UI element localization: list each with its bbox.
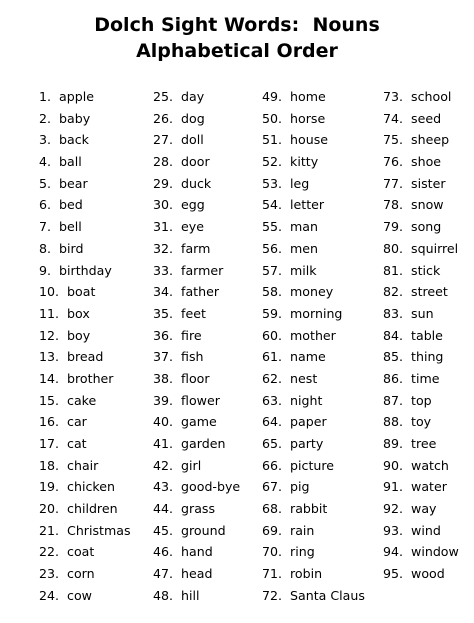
word-item: 86. time <box>383 370 440 386</box>
word-item: 68. rabbit <box>262 501 328 517</box>
word-item: 65. party <box>262 436 324 451</box>
word-item: 48. hill <box>153 587 200 603</box>
word-item: 47. head <box>153 566 213 582</box>
word-item: 53. leg <box>262 175 310 191</box>
word-item: 46. hand <box>153 544 213 560</box>
word-item: 49. home <box>262 89 326 104</box>
word-item: 35. feet <box>153 305 206 321</box>
page-subtitle: Alphabetical Order <box>136 40 338 62</box>
word-item: 40. game <box>153 414 217 430</box>
word-item: 38. floor <box>153 370 210 386</box>
word-item: 27. doll <box>153 132 204 148</box>
word-item: 58. money <box>262 284 334 300</box>
word-item: 8. bird <box>39 240 84 256</box>
word-item: 20. children <box>39 501 118 517</box>
word-item: 70. ring <box>262 544 315 560</box>
word-item: 93. wind <box>383 522 441 538</box>
word-item: 56. men <box>262 240 319 256</box>
word-item: 23. corn <box>39 566 95 582</box>
word-item: 59. morning <box>262 305 343 321</box>
word-item: 37. fish <box>153 349 204 365</box>
word-item: 1. apple <box>39 89 94 104</box>
word-item: 44. grass <box>153 501 216 517</box>
word-item: 85. thing <box>383 349 444 365</box>
word-column-4 <box>383 86 459 585</box>
word-item: 92. way <box>383 501 437 517</box>
word-item: 3. back <box>39 132 89 148</box>
word-item: 77. sister <box>383 175 446 191</box>
word-item: 62. nest <box>262 370 318 386</box>
word-item: 19. chicken <box>39 479 115 495</box>
word-item: 13. bread <box>39 349 104 365</box>
word-item: 94. window <box>383 544 459 560</box>
word-item: 74. seed <box>383 110 442 126</box>
word-item: 69. rain <box>262 522 315 538</box>
word-item: 29. duck <box>153 175 212 191</box>
word-item: 22. coat <box>39 544 95 560</box>
word-item: 60. mother <box>262 327 336 343</box>
word-item: 28. door <box>153 154 210 170</box>
word-item: 75. sheep <box>383 132 450 148</box>
word-item: 32. farm <box>153 240 211 256</box>
word-item: 54. letter <box>262 197 325 213</box>
word-item: 78. snow <box>383 197 444 213</box>
word-item: 39. flower <box>153 392 220 408</box>
word-item: 88. toy <box>383 414 432 430</box>
word-item: 95. wood <box>383 566 445 582</box>
word-item: 73. school <box>383 89 452 104</box>
word-item: 16. car <box>39 414 87 430</box>
word-item: 83. sun <box>383 305 434 321</box>
word-item: 72. Santa Claus <box>262 587 365 603</box>
word-item: 90. watch <box>383 457 449 473</box>
word-item: 91. water <box>383 479 447 495</box>
word-item: 82. street <box>383 284 448 300</box>
word-item: 12. boy <box>39 327 91 343</box>
word-item: 14. brother <box>39 370 114 386</box>
word-column-2 <box>153 86 240 607</box>
word-item: 71. robin <box>262 566 323 582</box>
word-item: 26. dog <box>153 110 205 126</box>
word-item: 21. Christmas <box>39 522 131 538</box>
word-item: 36. fire <box>153 327 202 343</box>
word-item: 55. man <box>262 219 319 235</box>
word-item: 2. baby <box>39 110 91 126</box>
word-item: 15. cake <box>39 392 97 408</box>
word-item: 50. horse <box>262 110 326 126</box>
word-item: 4. ball <box>39 154 82 170</box>
word-item: 87. top <box>383 392 432 408</box>
word-item: 18. chair <box>39 457 99 473</box>
word-item: 9. birthday <box>39 262 112 278</box>
word-item: 67. pig <box>262 479 310 495</box>
word-item: 61. name <box>262 349 326 365</box>
word-item: 7. bell <box>39 219 82 235</box>
word-item: 25. day <box>153 89 205 104</box>
word-item: 24. cow <box>39 587 92 603</box>
word-item: 45. ground <box>153 522 226 538</box>
word-item: 33. farmer <box>153 262 224 278</box>
word-item: 30. egg <box>153 197 205 213</box>
word-item: 89. tree <box>383 436 437 451</box>
word-item: 43. good-bye <box>153 479 241 495</box>
word-item: 66. picture <box>262 457 335 473</box>
word-item: 81. stick <box>383 262 441 278</box>
page-title: Dolch Sight Words: Nouns <box>94 14 380 36</box>
word-item: 76. shoe <box>383 154 442 170</box>
word-item: 17. cat <box>39 436 87 451</box>
word-column-3 <box>262 86 365 607</box>
word-item: 51. house <box>262 132 329 148</box>
word-item: 6. bed <box>39 197 83 213</box>
word-item: 10. boat <box>39 284 96 300</box>
word-item: 79. song <box>383 219 442 235</box>
word-item: 84. table <box>383 327 443 343</box>
word-item: 57. milk <box>262 262 317 278</box>
word-item: 5. bear <box>39 175 88 191</box>
word-item: 42. girl <box>153 457 202 473</box>
word-item: 11. box <box>39 305 90 321</box>
word-item: 52. kitty <box>262 154 319 170</box>
word-item: 63. night <box>262 392 323 408</box>
word-item: 80. squirrel <box>383 240 459 256</box>
word-item: 64. paper <box>262 414 327 430</box>
word-item: 34. father <box>153 284 220 300</box>
word-item: 31. eye <box>153 219 204 235</box>
word-column-1 <box>39 86 131 607</box>
word-item: 41. garden <box>153 436 226 451</box>
